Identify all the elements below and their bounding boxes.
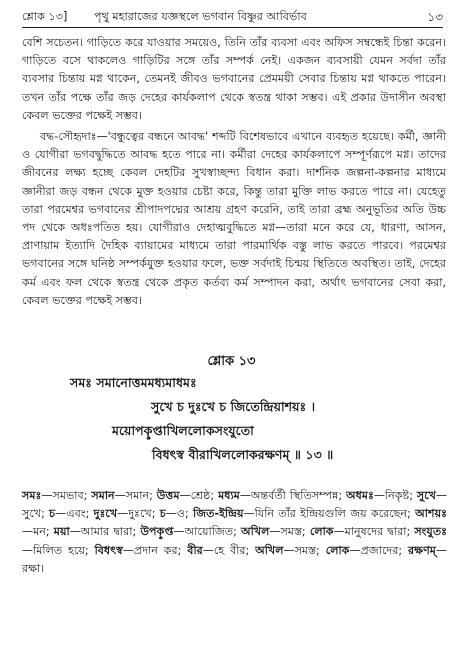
verse-line: সমঃ সমানোত্তমমধ্যমাধমঃ <box>70 375 197 390</box>
purport-text <box>22 34 446 310</box>
synonyms-text: সমঃ—সমভাব; সমান—সমান; উত্তম—শ্রেষ্ঠ; মধ্যম—অন্তর্বর্তী স্থিতিসম্পন্ন; অধমঃ—নিকৃষ্ট; সুখে—সুখে; চ—এবং; দুঃখে—দুঃখে; চ—ও; জিত-ইন্দ্রিয়—যিনি তাঁর ইন্দ্রিয়গুলি জয় করেছেন; আশয়ঃ—মন; ময়া—আমার দ্বারা; উপকৢপ্ত—আয়োজিত; অখিল—সমস্ত; লোক—মানুষদের দ্বারা; সংযুতঃ—মিলিত হয়ে; বিধৎস্ব—প্রদান কর; বীর—হে বীর; অখিল—সমস্ত; লোক—প্রজাদের; রক্ষণম্—রক্ষা। <box>22 489 448 575</box>
verse-line: সুখে চ দুঃখে চ জিতেন্দ্রিয়াশয়ঃ । <box>151 399 316 414</box>
verse-line: বিধৎস্ব বীরাখিললোকরক্ষণম্ ॥ ১৩ ॥ <box>152 447 334 462</box>
purport-paragraph: বদ্ধ-সৌহৃদাঃ—'বন্ধুত্বের বন্ধনে আবদ্ধ' শব্দটি বিশেষভাবে এখানে ব্যবহৃত হয়েছে। কর্মী, জ্ঞানী ও যোগীরা ভগবদ্বুদ্ধিতে আবদ্ধ হতে পারে না। কর্মীরা দেহের কার্যকলাপে সম্পূর্ণরূপে মগ্ন। তাদের জীবনের লক্ষ্য হচ্ছে কেবল দেহটির সুখস্বাচ্ছন্দ্য বিধান করা। দার্শনিক জল্পনা-কল্পনার মাধ্যমে জ্ঞানীরা জড় বন্ধন থেকে মুক্ত হওয়ার চেষ্টা করে, কিন্তু তারা মুক্তি লাভ করতে পারে না। যেহেতু তারা পরমেশ্বর ভগবানের শ্রীপাদপদ্মের আশ্রয় গ্রহণ করেনি, তাই তারা ব্রহ্ম অনুভূতির অতি উচ্চ পদ থেকে অধঃপতিত হয়। যোগীরাও দেহাত্মবুদ্ধিতে মগ্ন—তারা মনে করে যে, ধারণা, আসন, প্রাণায়াম ইত্যাদি দৈহিক ব্যায়ামের মাধ্যমে তারা পারমার্থিক বস্তু লাভ করতে পারবে। পরমেশ্বর ভগবানের সঙ্গে ঘনিষ্ঠ সম্পর্কযুক্ত হওয়ার ফলে, ভক্ত সর্বদাই চিন্ময় স্থিতিতে অবস্থিত। তাই, দেহের কর্ম এবং ফল থেকে স্বতন্ত্র থেকে প্রকৃত কর্তব্য কর্ম সম্পাদন করা, অর্থাৎ ভগবানের সেবা করা, কেবল ভক্তের পক্ষেই সম্ভব। <box>22 130 446 307</box>
page-number: ১৩ <box>427 10 443 24</box>
verse-line: ময়োপকৢপ্তাখিললোকসংযুতো <box>112 423 254 438</box>
verse-reference: শ্লোক ১৩] <box>22 10 68 23</box>
header-rule <box>22 27 443 28</box>
verse-heading: শ্লোক ১৩ <box>207 354 256 369</box>
word-synonyms <box>22 487 447 578</box>
chapter-title: পৃথু মহারাজের যজ্ঞস্থলে ভগবান বিষ্ণুর আবির্ভাব <box>94 10 307 23</box>
running-header <box>22 8 443 26</box>
purport-paragraph: বেশি সচেতন। গাড়িতে করে যাওয়ার সময়েও, তিনি তাঁর ব্যবসা এবং অফিস সম্বন্ধেই চিন্তা করেন। গাড়িতে বসে থাকলেও গাড়িটির সঙ্গে তাঁর সম্পর্ক নেই। একজন ব্যবসায়ী যেমন সর্বদা তাঁর ব্যবসার চিন্তায় মগ্ন থাকেন, তেমনই জীবও ভগবানের প্রেমময়ী সেবার চিন্তায় মগ্ন থাকতে পারেন। তখন তাঁর পক্ষে তাঁর জড় দেহের কার্যকলাপ থেকে স্বতন্ত্র থাকা সম্ভব। এই প্রকার উদাসীন অবস্থা কেবল ভক্তের পক্ষেই সম্ভব। <box>22 36 446 122</box>
